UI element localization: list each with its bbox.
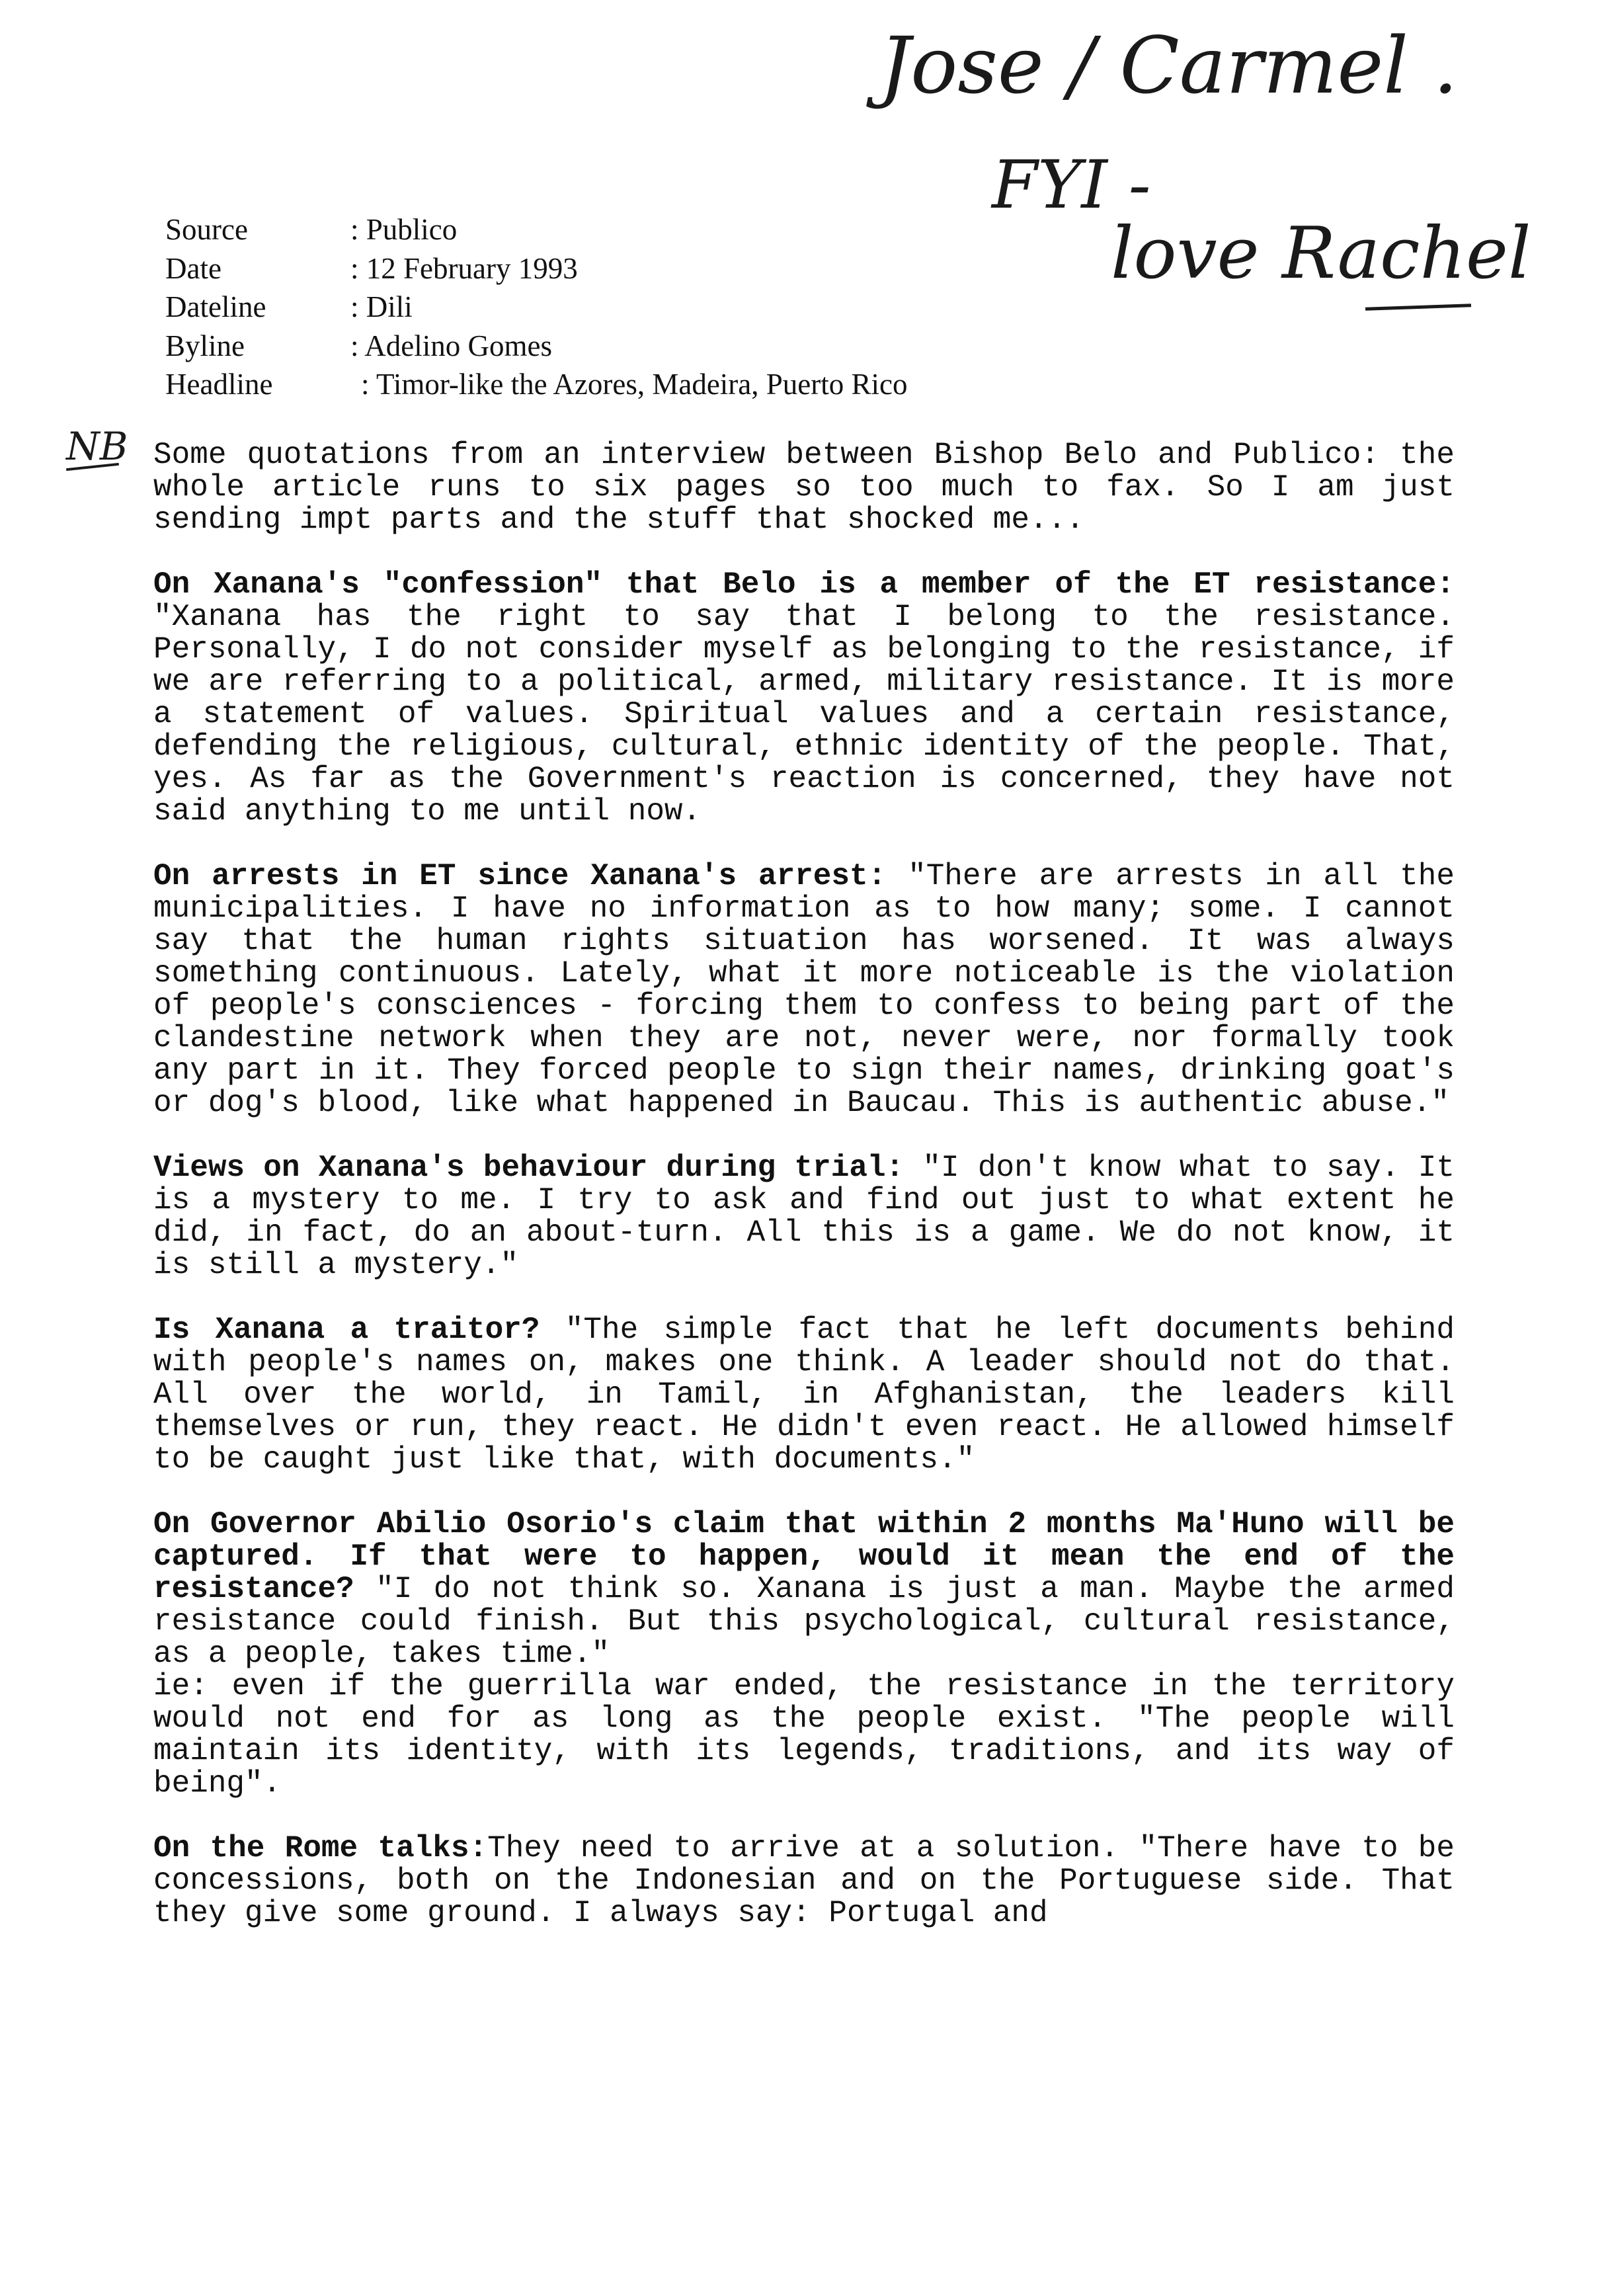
intro-paragraph: Some quotations from an interview between Bishop Belo and Publico: the whole article runs to six pages so too much to fax. So I am just sending impt parts and the stuff that shocked me... <box>153 438 1455 537</box>
header-row-date <box>165 249 907 288</box>
section-paragraph <box>153 1670 1455 1800</box>
section-paragraph <box>153 1508 1455 1670</box>
section-text: "Xanana has the right to say that I belong to the resistance. Personally, I do not consider myself as belonging to the resistance, if we are referring to a political, armed, military resistance. It is more a statement of values. Spiritual values and a certain resistance, defending the religious, cultural, ethnic identity of the people. That, yes. As far as the Government's reaction is concerned, they have not said anything to me until now. <box>153 600 1455 829</box>
handwritten-note-fyi: FYI - <box>992 146 1151 224</box>
handwritten-note-signature: love Rachel <box>1111 212 1531 295</box>
document-body <box>153 439 1455 1962</box>
section-heading: On arrests in ET since Xanana's arrest: <box>153 859 887 893</box>
header-value: : 12 February 1993 <box>350 251 578 285</box>
section-paragraph <box>153 1152 1455 1282</box>
header-row-source <box>165 210 907 249</box>
section-paragraph <box>153 860 1455 1120</box>
section-text: "I don't know what to say. It is a mystery to me. I try to ask and find out just to what extent he did, in fact, do an about-turn. All this is a game. We do not know, it is still a mystery." <box>153 1151 1455 1282</box>
header-value: : Dili <box>350 290 413 323</box>
section-heading: Is Xanana a traitor? <box>153 1313 540 1347</box>
section-text: "There are arrests in all the municipalities. I have no information as to how many; some. I cannot say that the human rights situation has worsened. It was always something continuous. Lately, what it more noticeable is the violation of people's consciences - forcing them to confess to being part of the clandestine network when they are not, never were, nor formally took any part in it. They forced people to sign their names, drinking goat's or dog's blood, like what happened in Baucau. This is authentic abuse." <box>153 859 1455 1120</box>
header-label: Date <box>165 251 221 285</box>
header-label: Headline <box>165 368 273 401</box>
section-heading: On Xanana's "confession" that Belo is a member of the ET resistance: <box>153 567 1455 602</box>
section-paragraph <box>153 569 1455 828</box>
header-label: Source <box>165 213 248 246</box>
handwritten-margin-note: NB <box>66 424 128 469</box>
section-text: "I do not think so. Xanana is just a man. Maybe the armed resistance could finish. But this psychological, cultural resistance, as a people, takes time." <box>153 1572 1455 1671</box>
handwritten-note-recipients: Jose / Carmel . <box>879 20 1459 111</box>
header-value: : Publico <box>350 213 458 246</box>
section-paragraph <box>153 1314 1455 1476</box>
header-label: Dateline <box>165 290 266 323</box>
document-header <box>165 210 907 404</box>
header-label: Byline <box>165 329 245 362</box>
header-row-byline <box>165 327 907 366</box>
section-text: "The simple fact that he left documents behind with people's names on, makes one think. A leader should not do that. All over the world, in Tamil, in Afghanistan, the leaders kill themselves or run, they react. He didn't even react. He allowed himself to be caught just like that, with documents." <box>153 1313 1455 1477</box>
section-heading: Views on Xanana's behaviour during trial: <box>153 1151 904 1185</box>
section-heading: On the Rome talks: <box>153 1831 488 1866</box>
header-value: : Adelino Gomes <box>350 329 552 362</box>
section-text: ie: even if the guerrilla war ended, the resistance in the territory would not end for as long as the people exist. "The people will maintain its identity, with its legends, traditions, and its way of being". <box>153 1669 1455 1801</box>
section-heading: On Governor Abilio Osorio's claim that within 2 months Ma'Huno will be captured. If that were to happen, would it mean the end of the resistance? <box>153 1507 1455 1606</box>
header-row-headline <box>165 365 907 404</box>
handwritten-dash <box>1365 304 1471 311</box>
section-text: They need to arrive at a solution. "There have to be concessions, both on the Indonesian and on the Portuguese side. That they give some ground. I always say: Portugal and <box>153 1831 1455 1930</box>
header-value: : Timor-like the Azores, Madeira, Puerto Rico <box>361 368 908 401</box>
header-row-dateline <box>165 288 907 327</box>
section-paragraph <box>153 1832 1455 1930</box>
